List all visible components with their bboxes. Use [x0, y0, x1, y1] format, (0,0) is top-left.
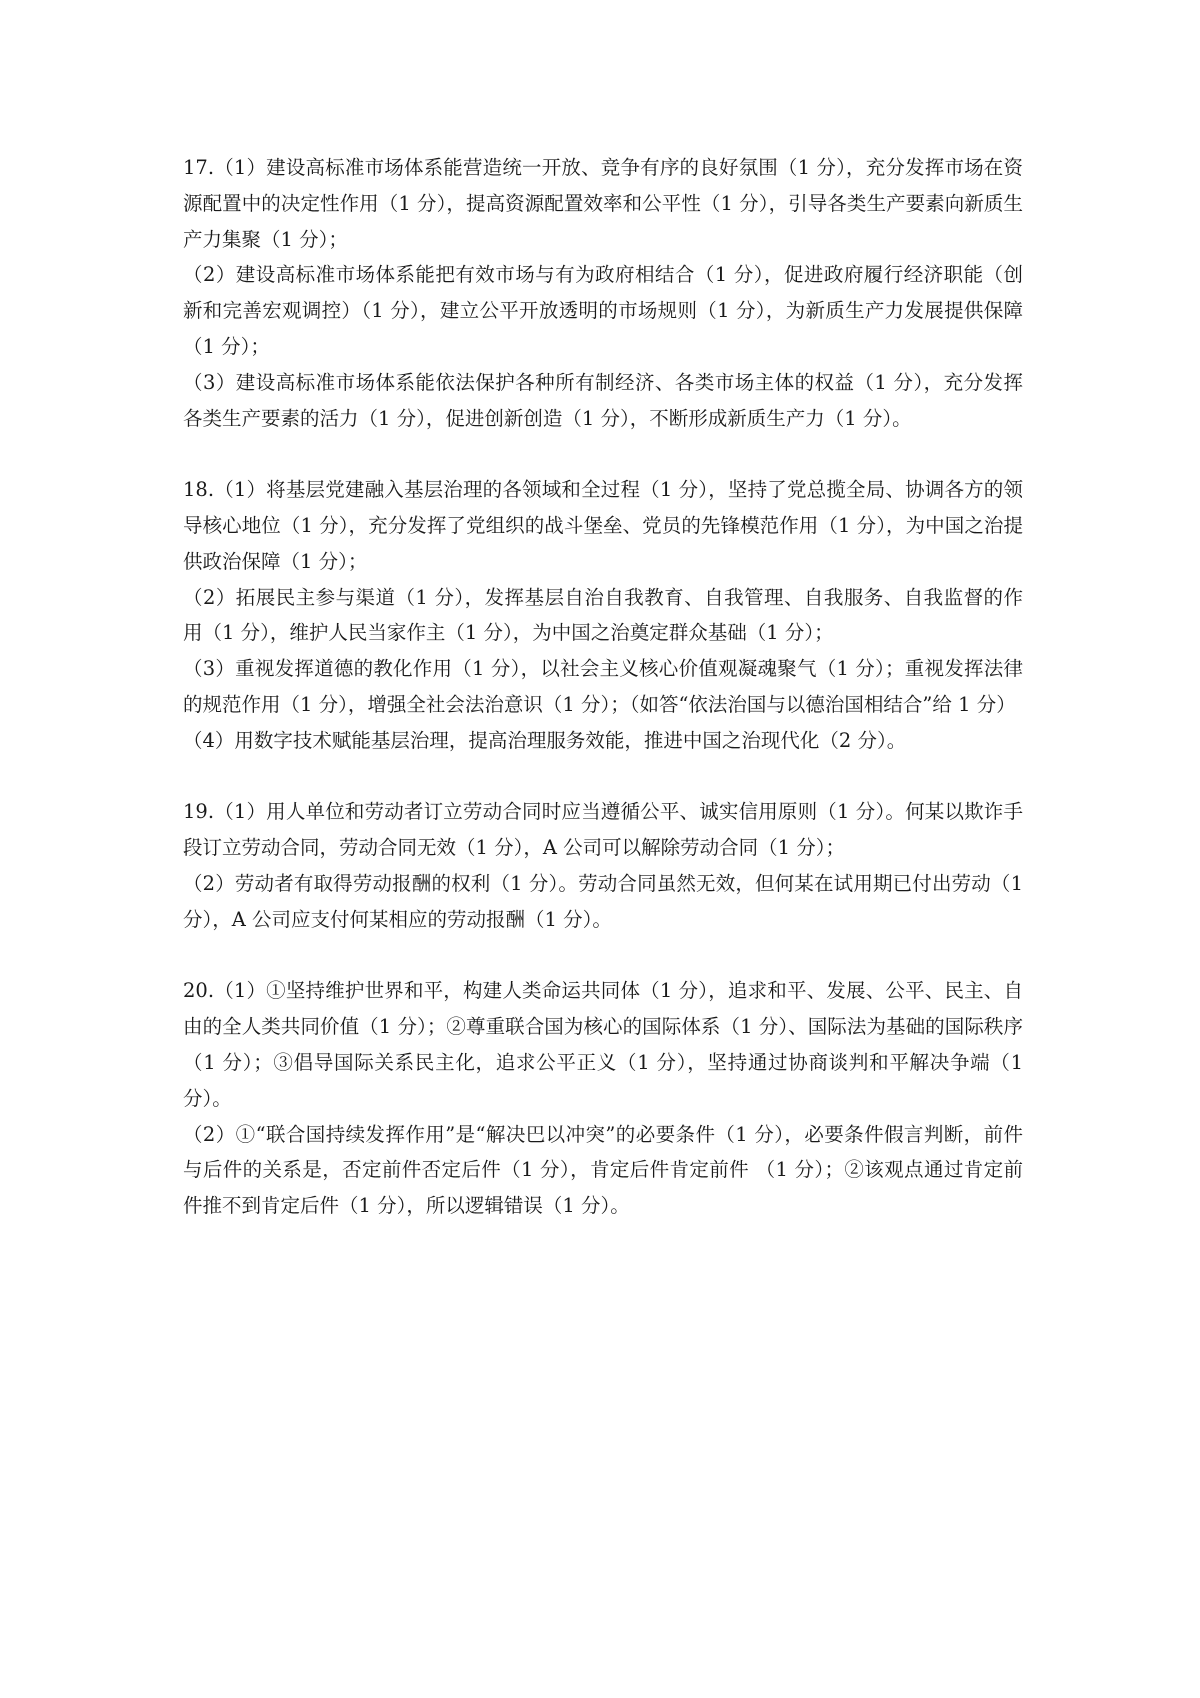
answer-20-part-1: 20.（1）①坚持维护世界和平，构建人类命运共同体（1 分），追求和平、发展、公平、民主、自由的全人类共同价值（1 分）；②尊重联合国为核心的国际体系（1 分）、国际法为基础的国际秩序（1 分）；③倡导国际关系民主化，追求公平正义（1 分），坚持通过协商谈判和平解决争端（1 分）。: [183, 979, 1023, 1110]
answer-20-part-2: （2）①“联合国持续发挥作用”是“解决巴以冲突”的必要条件（1 分），必要条件假言判断，前件与后件的关系是，否定前件否定后件（1 分），肯定后件肯定前件 （1 分）；②该观点通过肯定前件推不到肯定后件（1 分），所以逻辑错误（1 分）。: [183, 1122, 1023, 1218]
answer-20: [183, 973, 1023, 1224]
answer-17-part-1: 17.（1）建设高标准市场体系能营造统一开放、竞争有序的良好氛围（1 分），充分发挥市场在资源配置中的决定性作用（1 分），提高资源配置效率和公平性（1 分），引导各类生产要素向新质生产力集聚（1 分）；: [183, 156, 1023, 251]
answer-18-part-3: （3）重视发挥道德的教化作用（1 分），以社会主义核心价值观凝魂聚气（1 分）；重视发挥法律的规范作用（1 分），增强全社会法治意识（1 分）；（如答“依法治国与以德治国相结合”给 1 分）: [183, 657, 1023, 716]
answer-17-part-2: （2）建设高标准市场体系能把有效市场与有为政府相结合（1 分），促进政府履行经济职能（创新和完善宏观调控）（1 分），建立公平开放透明的市场规则（1 分），为新质生产力发展提供保障（1 分）；: [183, 263, 1023, 358]
answer-19-part-1: 19.（1）用人单位和劳动者订立劳动合同时应当遵循公平、诚实信用原则（1 分）。何某以欺诈手段订立劳动合同，劳动合同无效（1 分），A 公司可以解除劳动合同（1 分）；: [183, 800, 1023, 860]
answer-18-part-4: （4）用数字技术赋能基层治理，提高治理服务效能，推进中国之治现代化（2 分）。: [183, 728, 907, 752]
answer-content: [183, 150, 1023, 1260]
answer-18-part-1: 18.（1）将基层党建融入基层治理的各领域和全过程（1 分），坚持了党总揽全局、协调各方的领导核心地位（1 分），充分发挥了党组织的战斗堡垒、党员的先锋模范作用（1 分），为中国之治提供政治保障（1 分）；: [183, 478, 1023, 573]
answer-19-part-2: （2）劳动者有取得劳动报酬的权利（1 分）。劳动合同虽然无效，但何某在试用期已付出劳动（1 分），A 公司应支付何某相应的劳动报酬（1 分）。: [183, 871, 1023, 931]
answer-19: [183, 794, 1023, 937]
answer-18: [183, 472, 1023, 758]
answer-17-part-3: （3）建设高标准市场体系能依法保护各种所有制经济、各类市场主体的权益（1 分），充分发挥各类生产要素的活力（1 分），促进创新创造（1 分），不断形成新质生产力（1 分）。: [183, 370, 1023, 430]
answer-18-part-2: （2）拓展民主参与渠道（1 分），发挥基层自治自我教育、自我管理、自我服务、自我监督的作用（1 分），维护人民当家作主（1 分），为中国之治奠定群众基础（1 分）；: [183, 585, 1023, 645]
answer-17: [183, 150, 1023, 436]
